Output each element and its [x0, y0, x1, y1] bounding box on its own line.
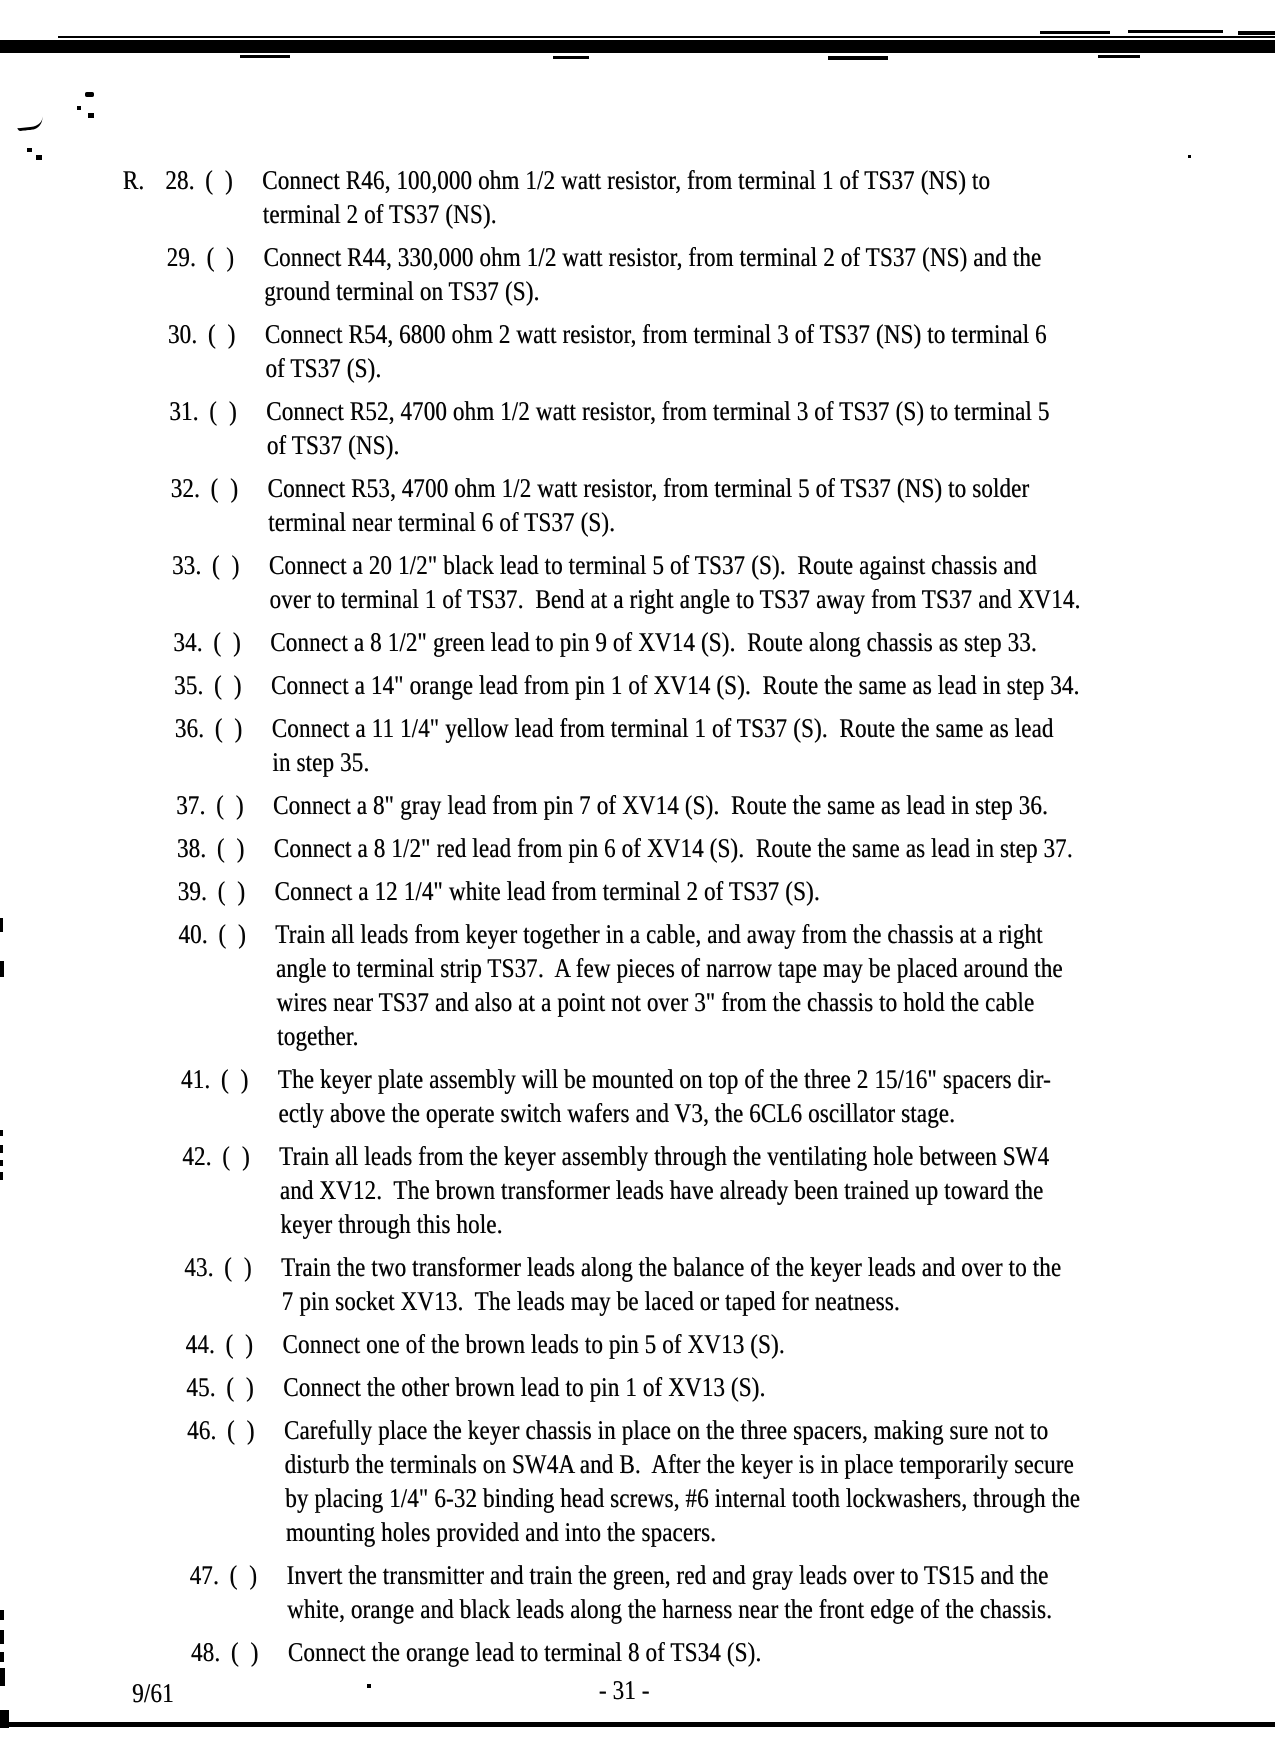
section-letter: R. — [122, 165, 145, 195]
step-number: 47. — [189, 1560, 220, 1590]
step-number: 41. — [180, 1064, 211, 1094]
checkbox: ( ) — [223, 1252, 252, 1282]
step-number: 34. — [172, 627, 203, 657]
section-letter — [144, 1413, 189, 1549]
step-text: Connect R52, 4700 ohm 1/2 watt resistor, from terminal 3 of TS37 (S) to terminal 5 of TS37 (NS). — [265, 396, 1050, 460]
step-text: Connect one of the brown leads to pin 5 of XV13 (S). — [282, 1329, 785, 1359]
checkbox: ( ) — [213, 670, 242, 700]
footer-date-code: 9/61 — [131, 1678, 174, 1708]
checklist-step — [3, 317, 1275, 385]
scan-edge-tick — [0, 961, 4, 977]
scan-artifact-dash — [828, 56, 888, 60]
step-text: Train all leads from keyer together in a cable, and away from the chassis at a right angle to terminal strip TS37. A few pieces of narrow tape may be placed around the wires near TS37 and also at a point not over 3" from the chassis to hold the cable together. — [274, 919, 1063, 1051]
checkbox: ( ) — [220, 1064, 249, 1094]
checkbox: ( ) — [217, 876, 246, 906]
assembly-checklist — [0, 163, 1275, 1708]
section-letter — [125, 317, 169, 385]
checklist-step — [4, 394, 1275, 462]
step-number: 28. — [164, 165, 195, 195]
step-number: 36. — [174, 713, 205, 743]
scan-artifact-dash — [1238, 31, 1275, 35]
step-text: Connect the orange lead to terminal 8 of TS34 (S). — [287, 1637, 762, 1667]
checklist-steps — [0, 163, 1275, 1669]
checklist-step — [12, 831, 1275, 865]
checkbox: ( ) — [208, 396, 237, 426]
checklist-step — [20, 1327, 1275, 1361]
step-number: 29. — [166, 242, 197, 272]
checklist-step — [10, 711, 1275, 779]
scan-speck — [1188, 155, 1191, 158]
section-letter — [124, 240, 168, 308]
step-text: Carefully place the keyer chassis in place on the three spacers, making sure not to disturb the terminals on SW4A and B. After the keyer is in place temporarily secure by placing 1/4" 6-32 binding head screws, #6 internal tooth lockwashers, through the mounting holes provided and into the spacers. — [283, 1415, 1081, 1547]
checklist-step — [16, 1062, 1275, 1130]
step-number: 39. — [177, 876, 208, 906]
scan-artifact-dash — [1128, 30, 1223, 33]
step-number: 30. — [167, 319, 198, 349]
footer-page-number: - 31 - — [598, 1675, 650, 1705]
step-number: 45. — [186, 1372, 216, 1402]
scan-edge-tick — [0, 918, 3, 932]
checkbox: ( ) — [230, 1637, 259, 1667]
page-footer — [26, 1676, 1275, 1716]
section-letter — [143, 1327, 186, 1361]
scan-artifact-dash — [1098, 55, 1140, 58]
section-letter — [136, 917, 181, 1053]
step-text: Connect a 8" gray lead from pin 7 of XV14 (S). Route the same as lead in step 36. — [272, 790, 1049, 820]
checklist-step — [1, 240, 1275, 308]
section-letter — [126, 394, 170, 462]
section-letter — [135, 874, 178, 908]
section-letter — [147, 1558, 191, 1626]
checklist-step — [9, 668, 1275, 702]
section-letter — [129, 548, 173, 616]
step-text: Connect R44, 330,000 ohm 1/2 watt resistor, from terminal 2 of TS37 (NS) and the ground terminal on TS37 (S). — [263, 242, 1042, 306]
checklist-step — [8, 625, 1275, 659]
step-text: Connect the other brown lead to pin 1 of XV13 (S). — [282, 1372, 766, 1402]
step-text: Connect a 14" orange lead from pin 1 of XV14 (S). Route the same as lead in step 34. — [270, 670, 1080, 700]
scan-edge-tick — [0, 1668, 5, 1686]
checkbox: ( ) — [229, 1560, 258, 1590]
checkbox: ( ) — [218, 919, 247, 949]
checklist-step — [0, 163, 1275, 231]
step-text: Train all leads from the keyer assembly through the ventilating hole between SW4 and XV12. The brown transformer leads have already been trained up toward the keyer through this hole. — [278, 1141, 1050, 1239]
section-letter — [141, 1250, 185, 1318]
scan-speck — [88, 113, 94, 118]
step-text: Connect R46, 100,000 ohm 1/2 watt resistor, from terminal 1 of TS37 (NS) to terminal 2 of TS37 (NS). — [261, 165, 991, 229]
scan-artifact-dash — [240, 55, 290, 58]
checkbox: ( ) — [216, 833, 245, 863]
checklist-step — [26, 1635, 1275, 1669]
scan-edge-tick — [0, 1652, 4, 1662]
section-letter — [138, 1062, 182, 1130]
checkbox: ( ) — [211, 550, 240, 580]
checkbox: ( ) — [214, 713, 243, 743]
checklist-step — [7, 548, 1275, 616]
scan-edge-tick — [0, 1610, 4, 1620]
step-text: Train the two transformer leads along the balance of the keyer leads and over to the 7 pin socket XV13. The leads may be laced or taped for neatness. — [280, 1252, 1062, 1316]
checkbox: ( ) — [207, 319, 236, 349]
checklist-step — [19, 1250, 1275, 1318]
scan-edge-tick — [0, 1172, 3, 1180]
section-letter — [139, 1139, 183, 1241]
checklist-step — [22, 1413, 1275, 1549]
section-letter — [131, 668, 174, 702]
scan-edge-tick — [0, 1630, 4, 1644]
scan-squiggle-mark — [16, 117, 43, 132]
checkbox: ( ) — [210, 473, 239, 503]
step-number: 42. — [181, 1141, 212, 1171]
section-letter — [128, 471, 172, 539]
step-number: 32. — [170, 473, 201, 503]
checkbox: ( ) — [212, 627, 241, 657]
step-number: 38. — [176, 833, 207, 863]
section-letter — [143, 1370, 186, 1404]
checkbox: ( ) — [215, 790, 244, 820]
step-number: 40. — [178, 919, 208, 949]
scan-edge-tick — [0, 1160, 3, 1166]
scan-speck — [77, 106, 81, 110]
checkbox: ( ) — [226, 1415, 255, 1445]
checkbox: ( ) — [206, 242, 235, 272]
scan-artifact-bottom-rule — [0, 1722, 1275, 1727]
section-letter — [133, 788, 176, 822]
step-text: Connect a 8 1/2" red lead from pin 6 of XV14 (S). Route the same as lead in step 37. — [273, 833, 1073, 863]
scan-artifact-dash — [553, 56, 589, 59]
step-number: 35. — [173, 670, 204, 700]
step-text: Connect R54, 6800 ohm 2 watt resistor, from terminal 3 of TS37 (NS) to terminal 6 of TS37 (S). — [264, 319, 1047, 383]
checklist-step — [21, 1370, 1275, 1404]
step-text: Connect a 20 1/2" black lead to terminal 5 of TS37 (S). Route against chassis and over to terminal 1 of TS37. Bend at a right angle to TS37 away from TS37 and XV14. — [268, 550, 1081, 614]
step-number: 46. — [186, 1415, 217, 1445]
checklist-step — [12, 874, 1275, 908]
checkbox: ( ) — [221, 1141, 250, 1171]
checklist-step — [13, 917, 1275, 1053]
scan-speck — [85, 92, 94, 97]
scan-artifact-dash — [1040, 31, 1110, 34]
scan-edge-tick — [0, 1145, 3, 1153]
section-letter — [132, 711, 176, 779]
step-text: Connect a 11 1/4" yellow lead from terminal 1 of TS37 (S). Route the same as lead in step 35. — [271, 713, 1054, 777]
section-letter — [148, 1635, 191, 1669]
step-text: The keyer plate assembly will be mounted on top of the three 2 15/16" spacers dir- ectly above the operate switch wafers and V3, the 6CL6 oscillator stage. — [277, 1064, 1052, 1128]
step-text: Connect a 12 1/4" white lead from terminal 2 of TS37 (S). — [274, 876, 820, 906]
scan-artifact-top-line — [58, 36, 1275, 38]
checkbox: ( ) — [225, 1372, 254, 1402]
step-number: 31. — [168, 396, 199, 426]
checkbox: ( ) — [225, 1329, 254, 1359]
section-letter — [130, 625, 173, 659]
checkbox: ( ) — [204, 165, 233, 195]
checklist-step — [11, 788, 1275, 822]
step-number: 44. — [185, 1329, 215, 1359]
step-text: Connect a 8 1/2" green lead to pin 9 of XV14 (S). Route along chassis as step 33. — [269, 627, 1037, 657]
step-number: 48. — [190, 1637, 221, 1667]
step-text: Invert the transmitter and train the green, red and gray leads over to TS15 and the white, orange and black leads along the harness near the front edge of the chassis. — [286, 1560, 1053, 1624]
section-letter — [134, 831, 177, 865]
scan-artifact-top-bar — [0, 40, 1275, 53]
scan-edge-tick — [0, 1130, 3, 1136]
step-number: 43. — [183, 1252, 214, 1282]
checklist-step — [5, 471, 1275, 539]
checklist-step — [24, 1558, 1275, 1626]
step-text: Connect R53, 4700 ohm 1/2 watt resistor, from terminal 5 of TS37 (NS) to solder terminal near terminal 6 of TS37 (S). — [267, 473, 1030, 537]
step-number: 37. — [175, 790, 206, 820]
checklist-step — [17, 1139, 1275, 1241]
scan-speck — [27, 148, 32, 152]
scan-speck — [36, 155, 42, 160]
step-number: 33. — [171, 550, 202, 580]
